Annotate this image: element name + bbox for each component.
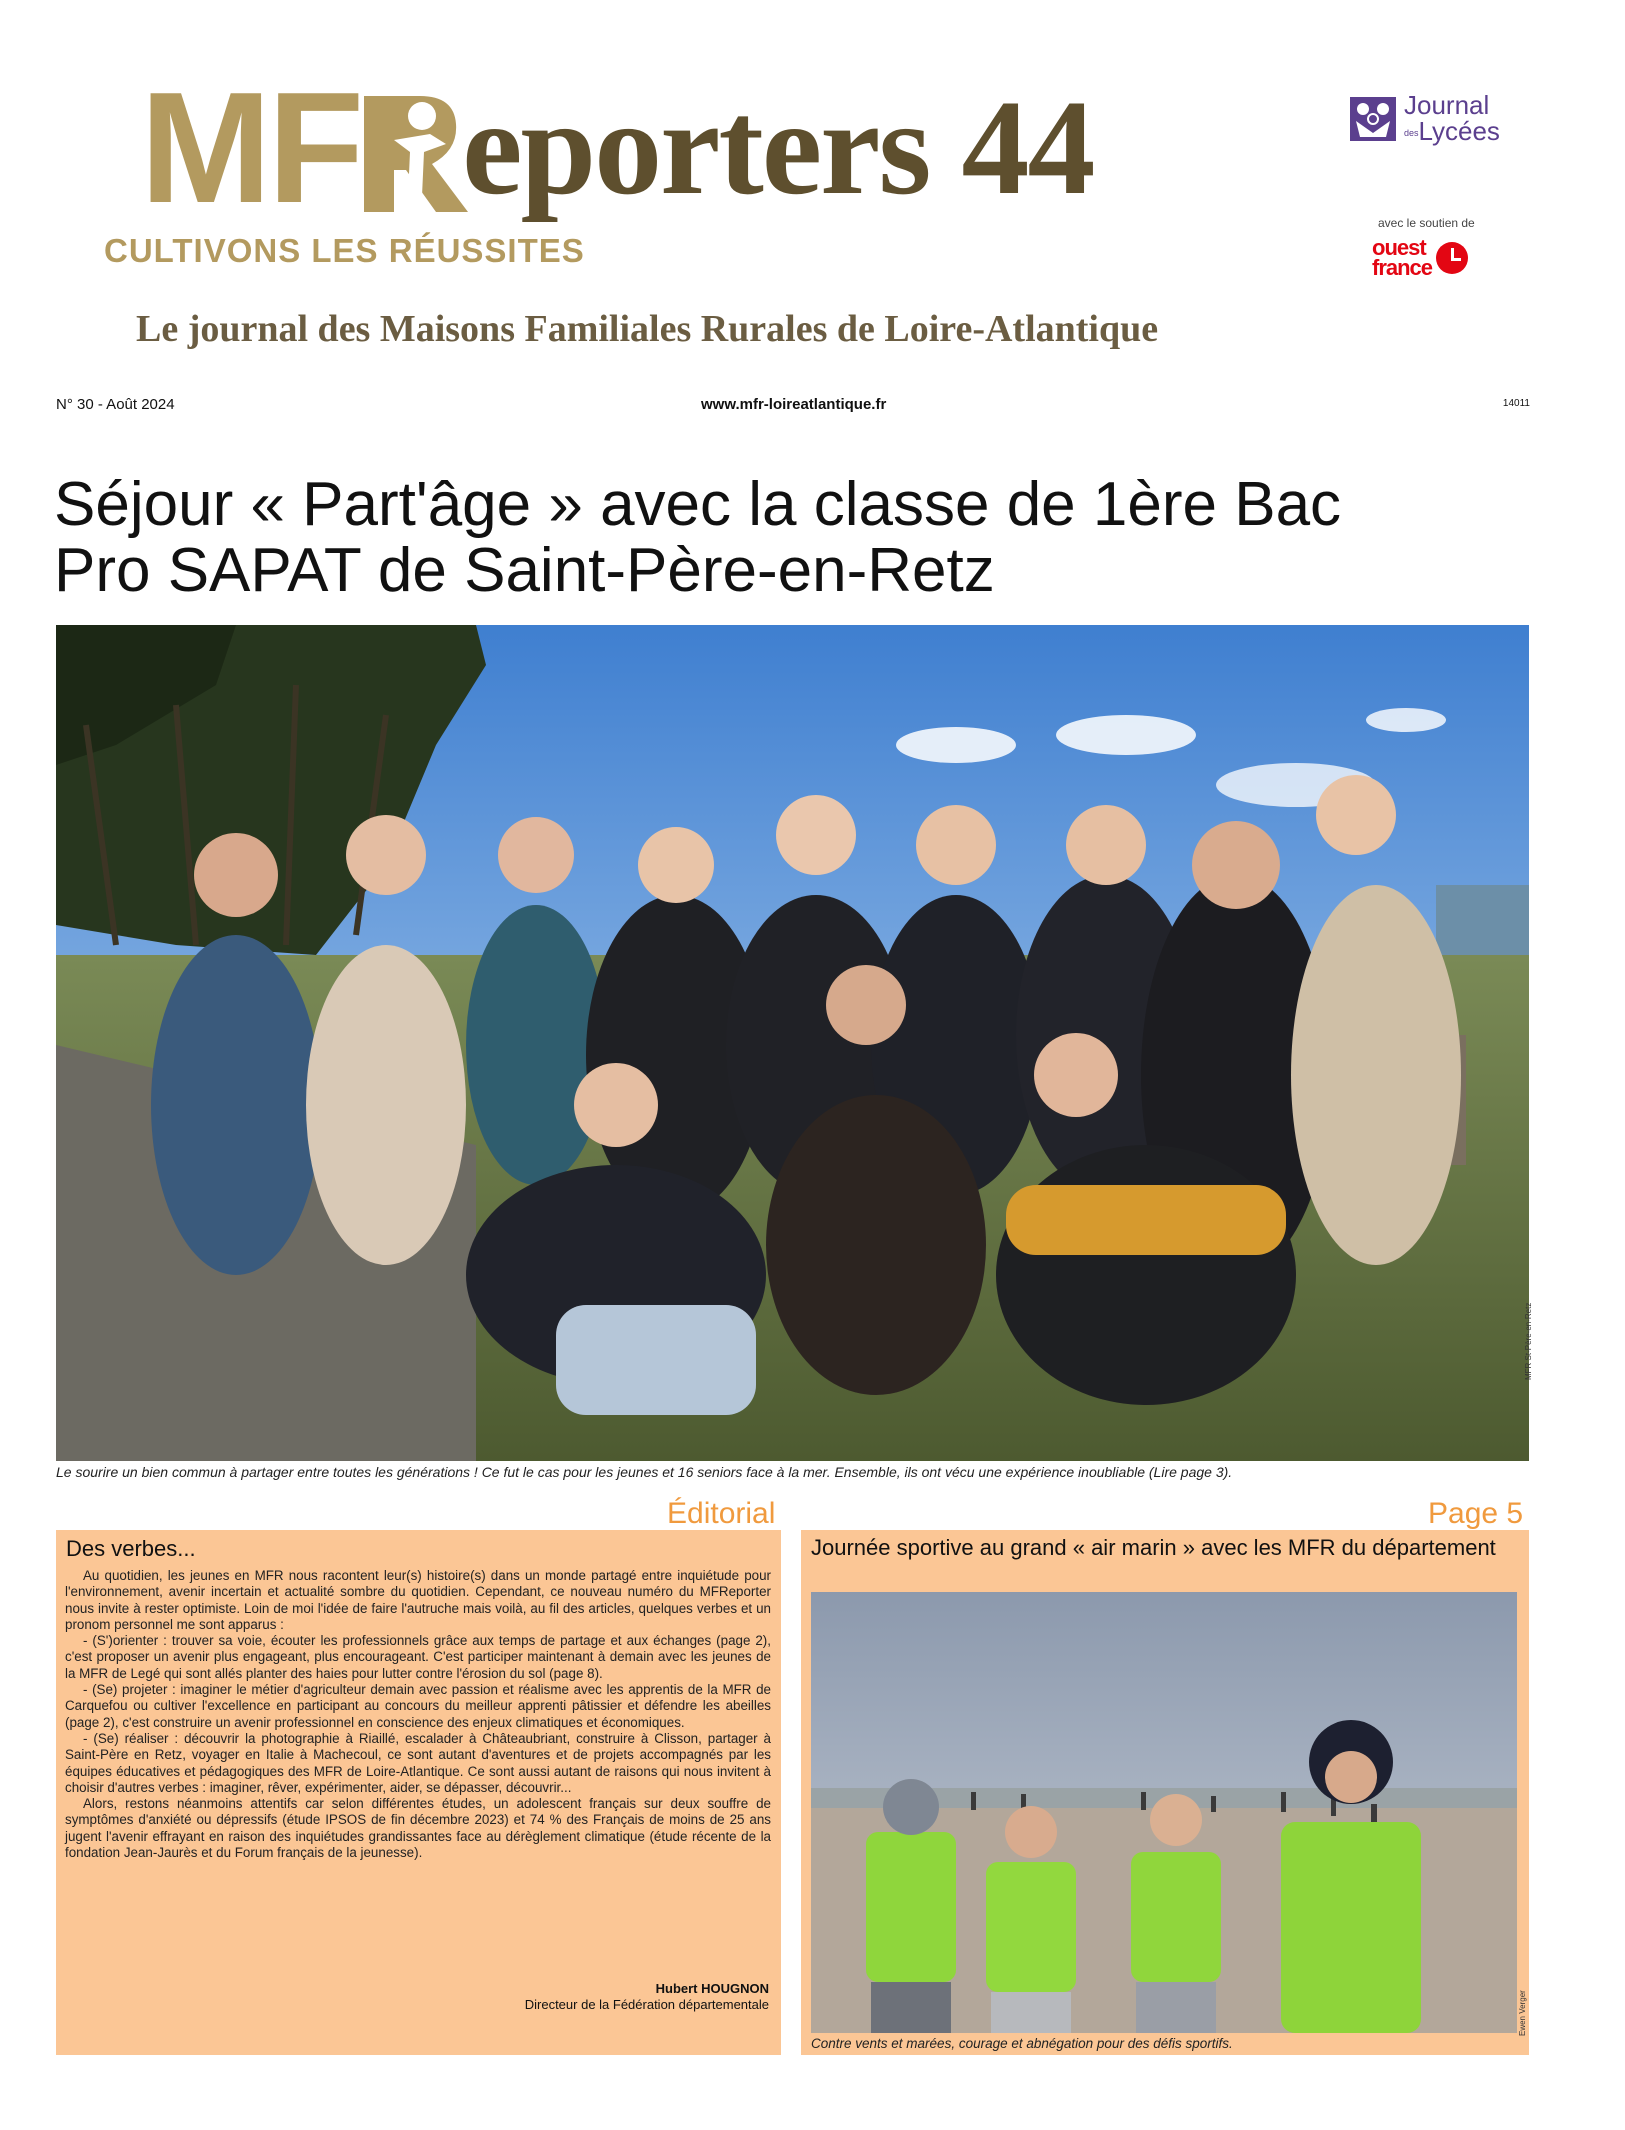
logo-r-figure-icon — [360, 78, 468, 218]
editorial-title: Des verbes... — [66, 1536, 196, 1561]
cover-photo-group — [56, 625, 1529, 1461]
page5-teaser-box — [801, 1530, 1529, 2055]
issue-info-bar — [56, 396, 1530, 416]
mfreporters-logo — [140, 60, 1094, 236]
editorial-section-label: Éditorial — [667, 1497, 776, 1530]
page5-section-label[interactable]: Page 5 — [1428, 1497, 1524, 1530]
headline-line-2: Pro SAPAT de Saint-Père-en-Retz — [54, 536, 995, 605]
ouest-france-text — [1372, 235, 1433, 280]
cover-photo-credit: MFR St-Père-en-Retz — [1524, 1302, 1533, 1380]
france-line: france — [1372, 255, 1433, 280]
ouest-france-logo — [1372, 235, 1468, 280]
cover-photo-caption: Le sourire un bien commun à partager entre toutes les générations ! Ce fut le cas pour les jeunes et 16 seniors face à la mer. Ensemble, ils ont vécu une expérience inoubliable (Lire page 3). — [56, 1464, 1233, 1480]
editorial-body — [65, 1568, 771, 1861]
ouest-france-icon — [1436, 242, 1468, 274]
editorial-paragraph: - (Se) projeter : imaginer le métier d'agriculteur demain avec passion et réalisme avec les apprentis de la MFR de Carquefou ou cultiver l'excellence en participant au concours du meilleur apprenti pâtissier et défendre les abeilles (page 2), c'est construire un avenir professionnel en conscience des enjeux climatiques et économiques. — [65, 1682, 771, 1730]
jdl-line2: Lycées — [1418, 116, 1500, 146]
cover-headline — [54, 472, 1574, 604]
page5-beach-photo — [811, 1592, 1517, 2033]
editorial-paragraph: - (Se) réaliser : découvrir la photographie à Riaillé, escalader à Châteaubriant, construire à Clisson, partager à Saint-Père en Retz, voyager en Italie à Machecoul, ce sont autant d'aventures et de projets accompagnés par les équipes éducatives et pédagogiques des MFR de Loire-Atlantique. Ce sont aussi autant de raisons qui nous invitent à choisir d'autres verbes : imaginer, rêver, expérimenter, aider, se dépasser, découvrir... — [65, 1730, 771, 1795]
logo-reporters-text: eporters 44 — [462, 73, 1094, 223]
issue-code: 14011 — [1502, 398, 1530, 409]
ouest-line: ouest — [1372, 235, 1426, 260]
tagline: CULTIVONS LES RÉUSSITES — [104, 232, 585, 269]
page5-photo-credit: Ewen Verger — [1518, 1990, 1527, 2036]
jdl-line1: Journal — [1404, 90, 1490, 120]
editorial-paragraph: - (S')orienter : trouver sa voie, écouter les professionnels grâce aux temps de partage et aux échanges (page 2), c'est proposer un avenir plus engageant, plus encourageant. C'est participer maintenant à demain avec les jeunes de la MFR de Legé qui sont allés planter des haies pour lutter contre l'érosion du sol (page 8). — [65, 1633, 771, 1681]
editorial-paragraph: Alors, restons néanmoins attentifs car selon différentes études, un adolescent français sur deux souffre de symptômes d'anxiété ou dépressifs (étude IPSOS de fin décembre 2023) et 74 % des Français de moins de 25 ans jugent l'avenir effrayant en raison des inquiétudes grandissantes face au dérèglement climatique (étude récente de la fondation Jean-Jaurès et du Forum français de la jeunesse). — [65, 1796, 771, 1861]
journal-des-lycees-text — [1404, 92, 1500, 146]
page5-title: Journée sportive au grand « air marin » avec les MFR du département — [811, 1535, 1496, 1560]
editorial-box — [56, 1530, 781, 2055]
jdl-des: des — [1404, 128, 1419, 139]
logo-mf-text: MF — [140, 60, 361, 236]
website-link[interactable]: www.mfr-loireatlantique.fr — [701, 396, 887, 413]
masthead — [0, 0, 1625, 413]
page5-photo-caption: Contre vents et marées, courage et abnégation pour des défis sportifs. — [811, 2036, 1233, 2051]
editorial-signature-name: Hubert HOUGNON — [655, 1981, 769, 1996]
issue-number: N° 30 - Août 2024 — [56, 396, 175, 413]
support-label: avec le soutien de — [1378, 216, 1475, 230]
journal-des-lycees-logo — [1348, 92, 1500, 146]
editorial-paragraph: Au quotidien, les jeunes en MFR nous racontent leur(s) histoire(s) dans un monde partagé entre inquiétude pour l'environnement, avenir incertain et actualité sombre du quotidien. Cependant, ce nouveau numéro du MFReporter nous invite à rester optimiste. Loin de moi l'idée de faire l'autruche mais voilà, au fil des articles, quelques verbes et un pronom personnel me sont apparus : — [65, 1568, 771, 1632]
masthead-subtitle: Le journal des Maisons Familiales Rurales de Loire-Atlantique — [136, 308, 1159, 350]
journal-des-lycees-icon — [1348, 93, 1398, 145]
headline-line-1: Séjour « Part'âge » avec la classe de 1ère Bac — [54, 470, 1342, 539]
editorial-signature-role: Directeur de la Fédération départementale — [524, 1997, 769, 2012]
